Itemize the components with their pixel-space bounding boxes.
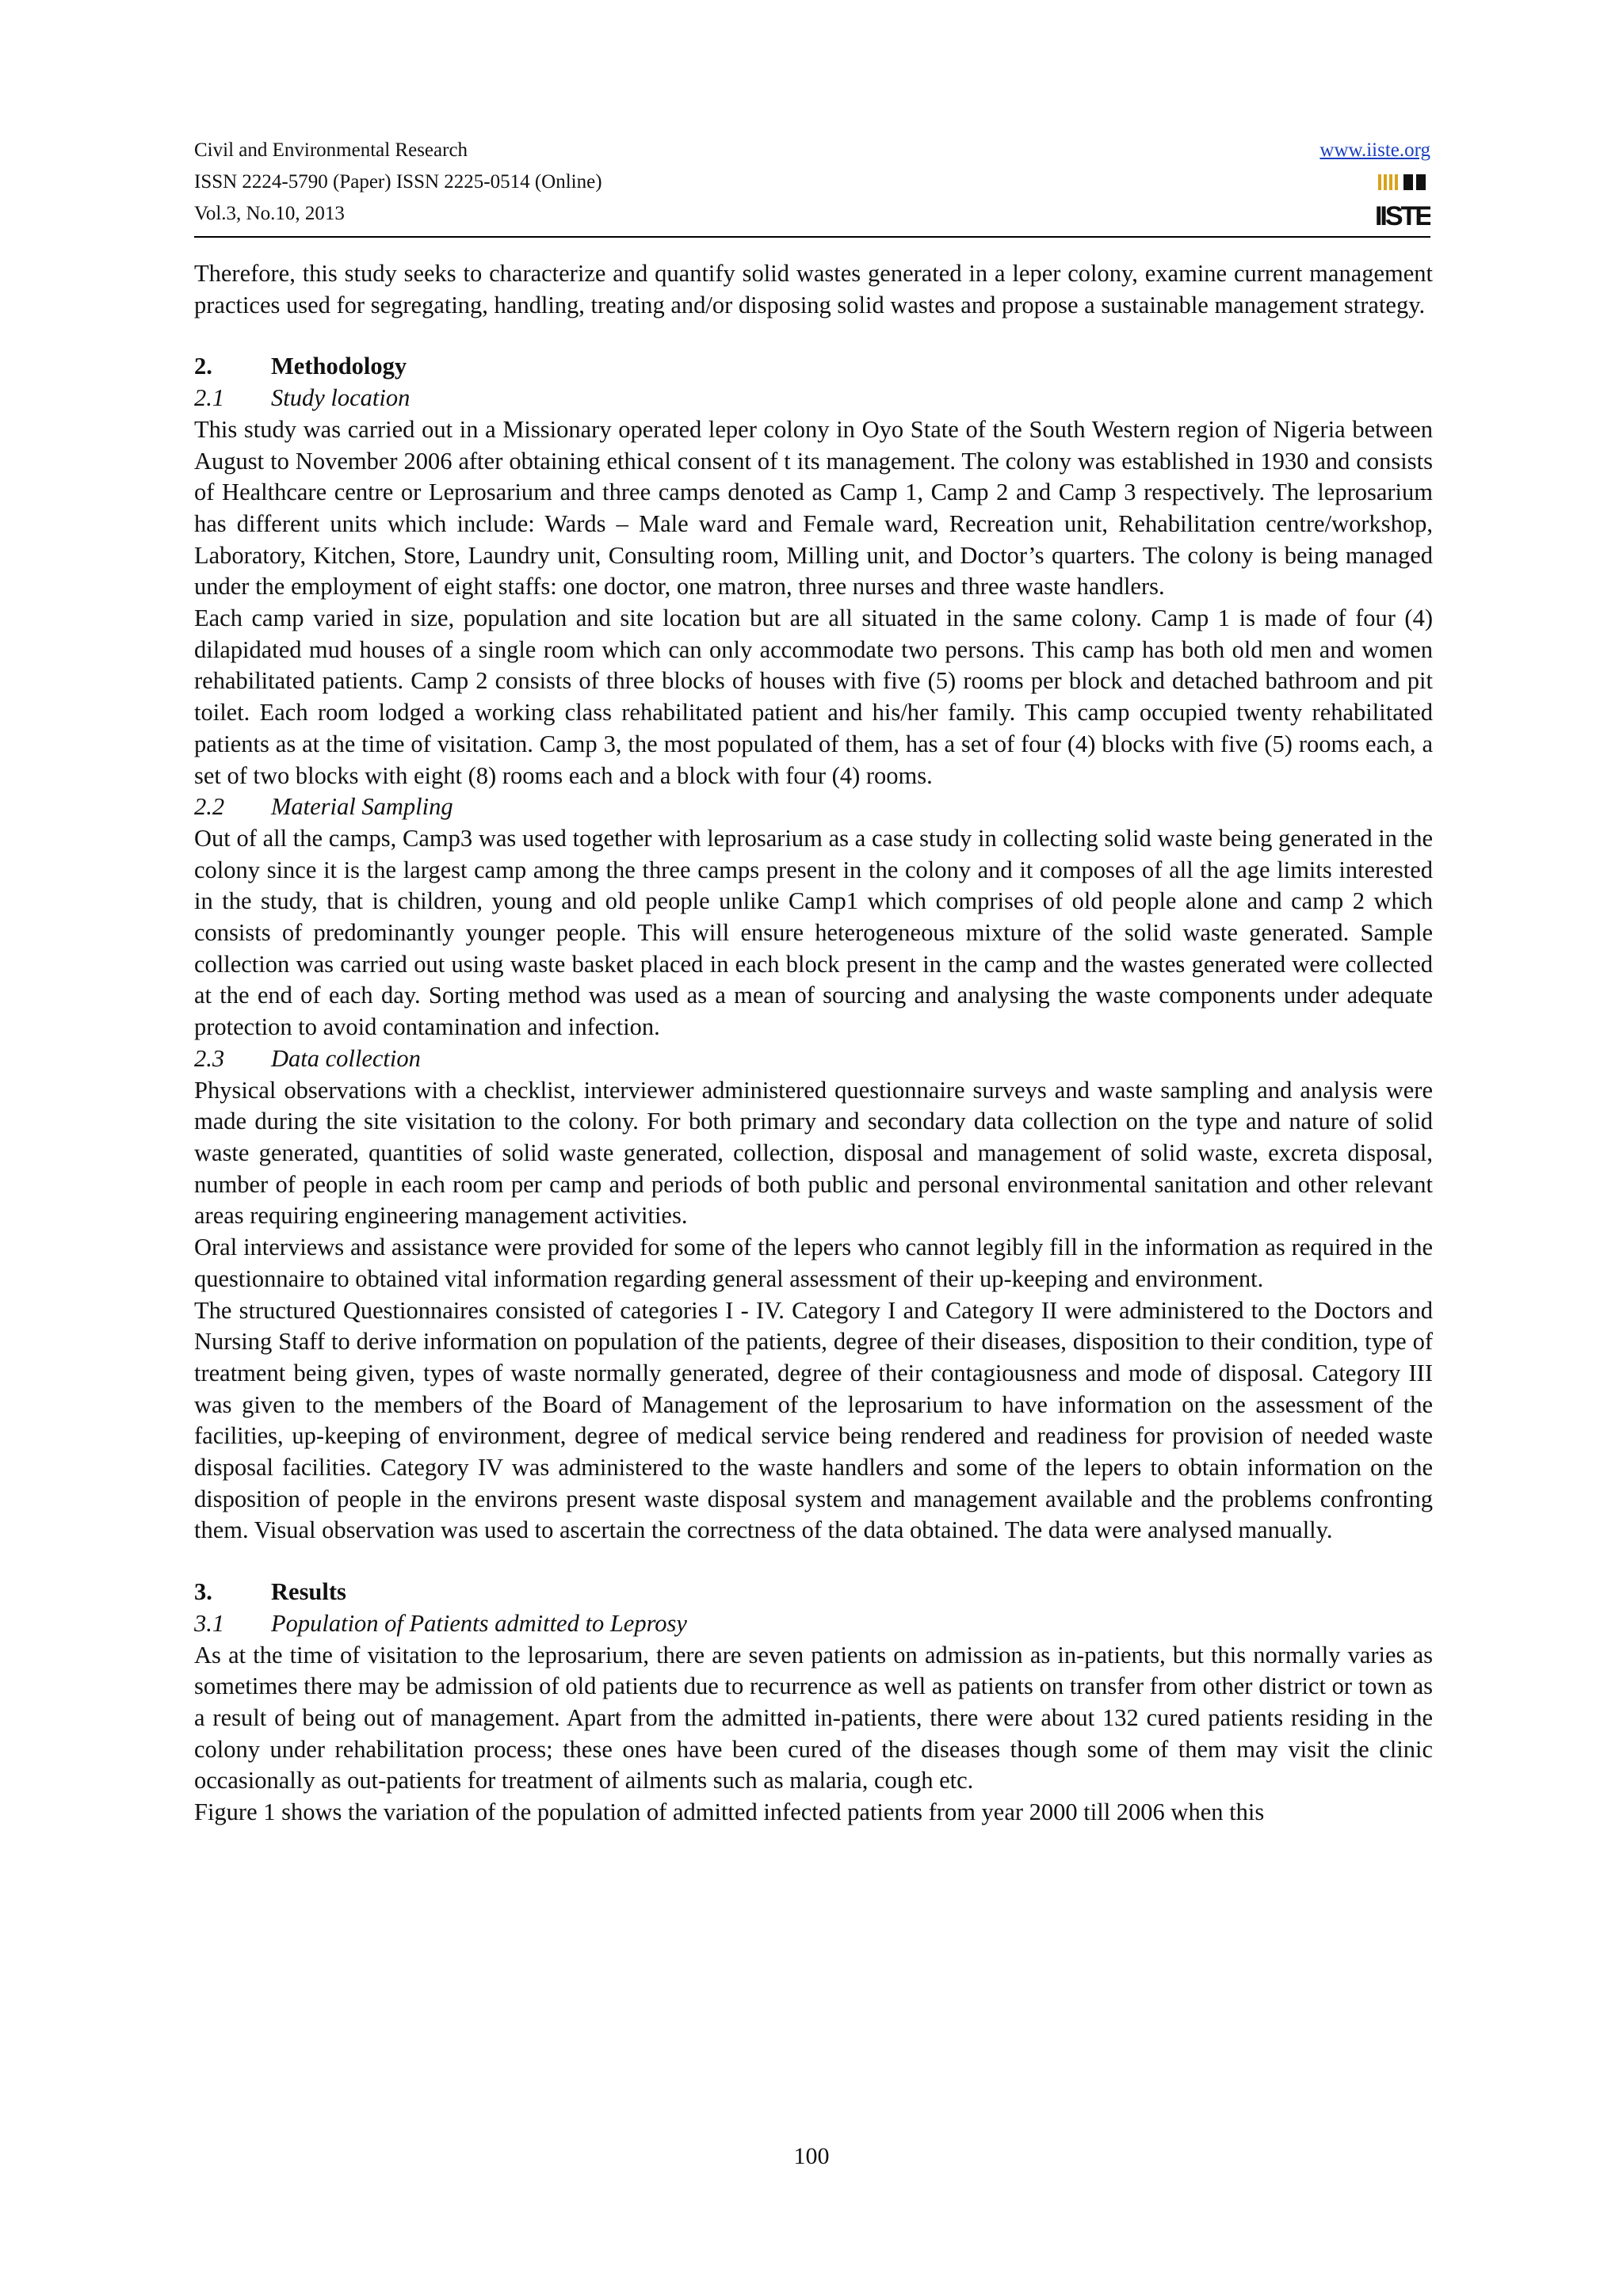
section-heading-results: 3. Results <box>194 1578 346 1606</box>
subsection-heading-data-collection: 2.3 Data collection <box>194 1044 421 1072</box>
paragraph: Figure 1 shows the variation of the population of admitted infected patients from year 2000 till 2006 when this <box>194 1798 1265 1826</box>
logo-text: IISTE <box>1375 201 1430 230</box>
page-number: 100 <box>793 2143 830 2169</box>
journal-url-link[interactable]: www.iiste.org <box>1319 139 1430 161</box>
paragraph: Out of all the camps, Camp3 was used together with leprosarium as a case study in collecting solid waste being generated in the colony since it is the largest camp among the three camps present in the colony and it composes of all the age limits interested in the study, that is children, young and old people unlike Camp1 which comprises of old people alone and camp 2 which consists of predominantly younger people. This will ensure heterogeneous mixture of the solid waste generated. Sample collection was carried out using waste basket placed in each block present in the camp and the wastes generated were collected at the end of each day. Sorting method was used as a mean of sourcing and analysing the waste components under adequate protection to avoid contamination and infection. <box>194 824 1433 1041</box>
section-heading-methodology: 2. Methodology <box>194 353 407 380</box>
paragraph: Oral interviews and assistance were provided for some of the lepers who cannot legibly fill in the information as required in the questionnaire to obtained vital information regarding general assessment of their up-keeping and environment. <box>194 1234 1433 1292</box>
paragraph: Physical observations with a checklist, interviewer administered questionnaire surveys and waste sampling and analysis were made during the site visitation to the colony. For both primary and secondary data collection on the type and nature of solid waste generated, quantities of solid waste generated, collection, disposal and management of solid waste, excreta disposal, number of people in each room per camp and periods of both public and personal environmental sanitation and other relevant areas requiring engineering management activities. <box>194 1076 1433 1230</box>
article-body <box>194 258 1433 1829</box>
subsection-heading-study-location: 2.1 Study location <box>194 384 411 412</box>
journal-header <box>194 135 1430 238</box>
journal-volume: Vol.3, No.10, 2013 <box>194 203 345 224</box>
journal-info <box>194 135 1430 230</box>
subsection-heading-material-sampling: 2.2 Material Sampling <box>194 793 453 821</box>
journal-issn: ISSN 2224-5790 (Paper) ISSN 2225-0514 (Online) <box>194 171 602 193</box>
intro-paragraph: Therefore, this study seeks to characterize and quantify solid wastes generated in a leper colony, examine current management practices used for segregating, handling, treating and/or disposing solid wastes and propose a sustainable management strategy. <box>194 260 1433 318</box>
logo-bars-icon <box>1378 174 1426 190</box>
paragraph: Each camp varied in size, population and site location but are all situated in the same colony. Camp 1 is made of four (4) dilapidated mud houses of a single room which can only accommodate two persons. This camp has both old men and women rehabilitated patients. Camp 2 consists of three blocks of houses with five (5) rooms per block and detached bathroom and pit toilet. Each room lodged a working class rehabilitated patient and his/her family. This camp occupied twenty rehabilitated patients as at the time of visitation. Camp 3, the most populated of them, has a set of four (4) blocks with five (5) rooms each, a set of two blocks with eight (8) rooms each and a block with four (4) rooms. <box>194 605 1433 789</box>
paragraph: This study was carried out in a Missionary operated leper colony in Oyo State of the South Western region of Nigeria between August to November 2006 after obtaining ethical consent of t its management. The colony was established in 1930 and consists of Healthcare centre or Leprosarium and three camps denoted as Camp 1, Camp 2 and Camp 3 respectively. The leprosarium has different units which include: Wards – Male ward and Female ward, Recreation unit, Rehabilitation centre/workshop, Laboratory, Kitchen, Store, Laundry unit, Consulting room, Milling unit, and Doctor’s quarters. The colony is being managed under the employment of eight staffs: one doctor, one matron, three nurses and three waste handlers. <box>194 415 1433 601</box>
subsection-heading-population: 3.1 Population of Patients admitted to Leprosy <box>194 1609 687 1637</box>
iiste-logo <box>1375 171 1430 230</box>
journal-website <box>1319 135 1430 166</box>
paragraph: The structured Questionnaires consisted of categories I - IV. Category I and Category II were administered to the Doctors and Nursing Staff to derive information on population of the patients, degree of their diseases, disposition to their condition, type of treatment being given, types of waste normally generated, degree of their contagiousness and mode of disposal. Category III was given to the members of the Board of Management of the leprosarium to have information on the assessment of the facilities, up-keeping of environment, degree of medical service being rendered and readiness for provision of needed waste disposal facilities. Category IV was administered to the waste handlers and some of the lepers to obtain information on the disposition of people in the environs present waste disposal system and management available and the problems confronting them. Visual observation was used to ascertain the correctness of the data obtained. The data were analysed manually. <box>194 1296 1433 1544</box>
journal-title: Civil and Environmental Research <box>194 139 468 161</box>
paragraph: As at the time of visitation to the leprosarium, there are seven patients on admission as in-patients, but this normally varies as sometimes there may be admission of old patients due to recurrence as well as patients on transfer from other district or town as a result of being out of management. Apart from the admitted in-patients, there were about 132 cured patients residing in the colony under rehabilitation process; these ones have been cured of the diseases though some of them may visit the clinic occasionally as out-patients for treatment of ailments such as malaria, cough etc. <box>194 1641 1433 1794</box>
